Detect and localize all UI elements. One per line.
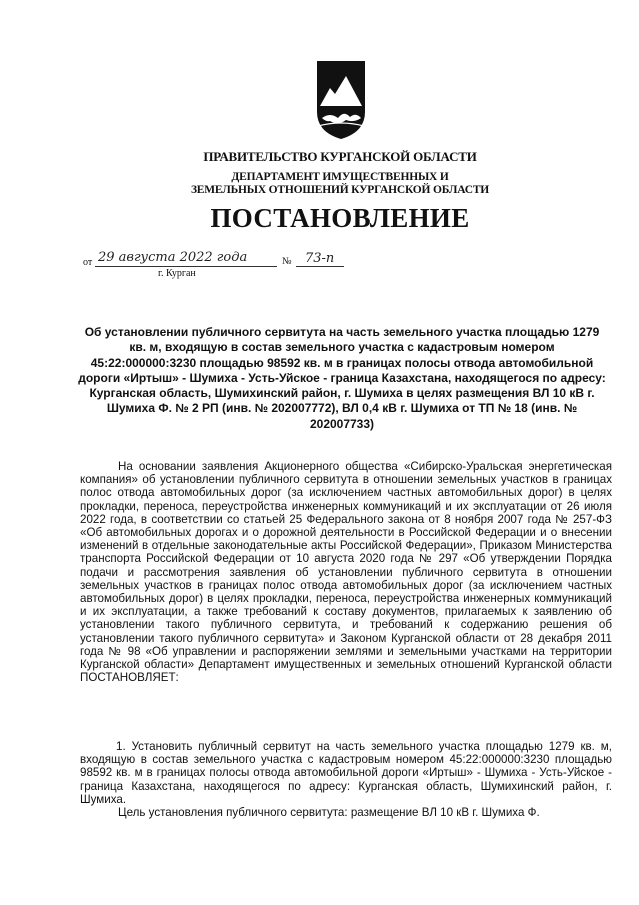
handwritten-date: 29 августа 2022 года <box>98 250 248 265</box>
handwritten-number: 73-п <box>305 251 335 266</box>
decree-subject: Об установлении публичного сервитута на часть земельного участка площадью 1279 кв. м, входящую в состав земельного участка с кадастровым номером 45:22:000000:3230 площадью 98592 кв. м в границах полосы отвода автомобильной дороги «Иртыш» - Шумиха - Усть-Уйское - граница Казахстана, находящегося по адресу: Курганская область, Шумихинский район, г. Шумиха в целях размещения ВЛ 10 кВ г. Шумиха Ф. № 2 РП (инв. № 202007772), ВЛ 0,4 кВ г. Шумиха от ТП № 18 (инв. № 202007733) <box>78 325 606 431</box>
document-type-title: ПОСТАНОВЛЕНИЕ <box>210 203 470 233</box>
item-1-paragraph: 1. Установить публичный сервитут на часть земельного участка площадью 1279 кв. м, входящую в состав земельного участка с кадастровым номером 45:22:000000:3230 площадью 98592 кв. м в границах полосы отвода автомобильной дороги «Иртыш» - Шумиха - Усть-Уйское - граница Казахстана, находящегося по адресу: Курганская область, Шумихинский район, г. Шумиха. <box>80 740 612 806</box>
number-underline <box>296 266 344 267</box>
department-name-line-2: ЗЕМЕЛЬНЫХ ОТНОШЕНИЙ КУРГАНСКОЙ ОБЛАСТИ <box>190 184 490 196</box>
department-name-line-1: ДЕПАРТАМЕНТ ИМУЩЕСТВЕННЫХ И <box>231 171 449 183</box>
preamble-paragraph: На основании заявления Акционерного общества «Сибирско-Уральская энергетическая компания» об установлении публичного сервитута в отношении земельных участков в границах полос отвода автомобильных дорог (за исключением частных автомобильных дорог) в целях прокладки, переноса, переустройства инженерных коммуникаций и их эксплуатации от 26 июля 2022 года, в соответствии со статьей 25 Федерального закона от 8 ноября 2007 года № 257-ФЗ «Об автомобильных дорогах и о дорожной деятельности в Российской Федерации и о внесении изменений в отдельные законодательные акты Российской Федерации», Приказом Министерства транспорта Российской Федерации от 10 августа 2020 года № 297 «Об утверждении Порядка подачи и рассмотрения заявления об установлении публичного сервитута в отношении земельных участков в границах полос отвода автомобильных дорог (за исключением частных автомобильных дорог) в целях прокладки, переноса, переустройства инженерных коммуникаций и их эксплуатации, а также требований к составу документов, прилагаемых к заявлению об установлении такого публичного сервитута, и требований к содержанию решения об установлении такого публичного сервитута» и Законом Курганской области от 28 декабря 2011 года № 98 «Об управлении и распоряжении землями и земельными участками на территории Курганской области» Департамент имущественных и земельных отношений Курганской области ПОСТАНОВЛЯЕТ: <box>80 460 612 685</box>
date-prefix: от <box>83 257 93 268</box>
city-label: г. Курган <box>158 268 196 279</box>
number-label: № <box>282 256 292 267</box>
purpose-paragraph: Цель установления публичного сервитута: размещение ВЛ 10 кВ г. Шумиха Ф. <box>118 806 540 819</box>
government-name: ПРАВИТЕЛЬСТВО КУРГАНСКОЙ ОБЛАСТИ <box>203 149 477 164</box>
date-underline <box>95 266 277 267</box>
kurgan-oblast-coat-of-arms-icon <box>316 60 366 140</box>
